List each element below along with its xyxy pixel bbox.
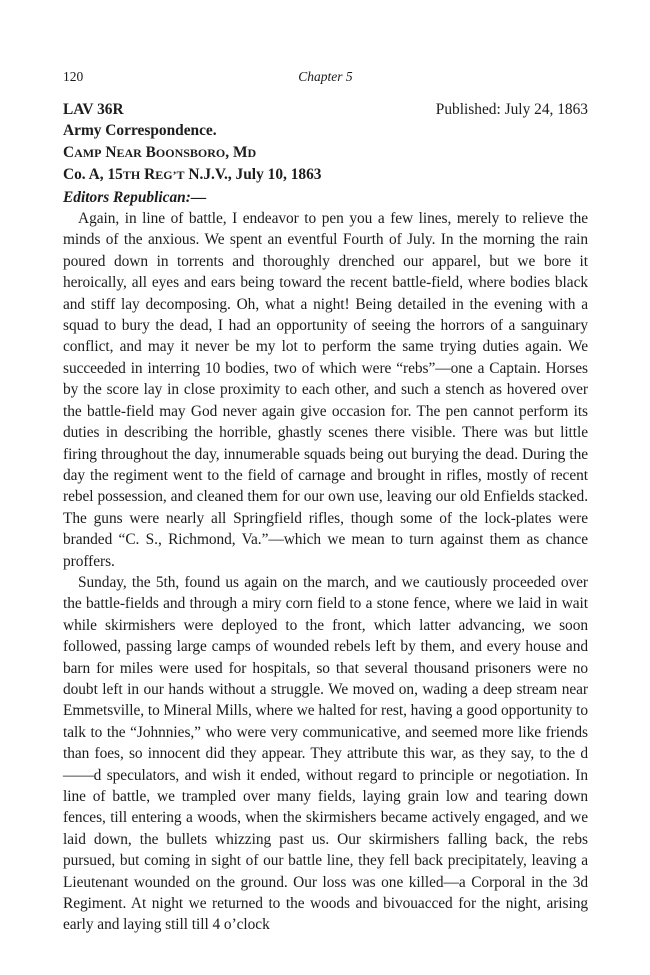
publication-date: Published: July 24, 1863: [435, 101, 588, 118]
chapter-title: Chapter 5: [298, 69, 353, 84]
body-paragraph-2: Sunday, the 5th, found us again on the march, and we cautiously proceeded over the battle-fields and through a miry corn field to a stone fence, where we laid in wait while skirmishers were deployed to the front, which latter advancing, we soon followed, passing large camps of wounded rebels left by them, and every house and barn for miles were used for hospitals, so that several thousand prisoners were no doubt left in our hands without a struggle. We moved on, wading a deep stream near Emmetsville, to Mineral Mills, where we halted for rest, having a good opportunity to talk to the “Johnnies,” who were very communicative, and seemed more like friends than foes, so innocent did they appear. They attribute this war, as they say, to the d——d speculators, and wish it ended, without regard to principle or negotiation. In line of battle, we trampled over many fields, laying grain low and tearing down fences, till entering a woods, when the skirmishers became actively engaged, and we laid down, the bullets whizzing past us. Our skirmishers falling back, the rebs pursued, but coming in sight of our battle line, they fell back precipitately, leaving a Lieutenant wounded on the ground. Our loss was one killed—a Corporal in the 3d Regiment. At night we returned to the woods and bivouacced for the night, arising early and laying still till 4 o’clock: [63, 573, 588, 934]
unit-suffix: N.J.V., July 10, 1863: [184, 166, 322, 184]
page-number: 120: [63, 69, 84, 84]
location-near-initial: N: [105, 143, 117, 161]
unit-reg-rest: EG’T: [155, 168, 185, 183]
location-near-rest: EAR: [116, 145, 142, 160]
location-place-initial: B: [145, 143, 156, 161]
letter-header-line: [63, 99, 588, 120]
unit-prefix: Co. A, 15: [63, 166, 123, 184]
unit-ordinal: TH: [122, 168, 141, 183]
salutation: Editors Republican:—: [63, 188, 207, 206]
body-paragraph-1: Again, in line of battle, I endeavor to pen you a few lines, merely to relieve the minds of the anxious. We spent an eventful Fourth of July. In the morning the rain poured down in torrents and thoroughly drenched our apparel, but we bore it heroically, all eyes and ears being toward the recent battle-field, where bodies black and stiff lay decomposing. Oh, what a night! Being detailed in the evening with a squad to bury the dead, I had an opportunity of seeing the horrors of a sanguinary conflict, and may it never be my lot to perform the same trying duties again. We succeeded in interring 10 bodies, two of which were “rebs”—one a Captain. Horses by the score lay in close proximity to each other, and such a stench as hovered over the battle-field may God never again give occasion for. The pen cannot perform its duties in describing the horrible, ghastly scenes there visible. There was but little firing throughout the day, innumerable squads being out burying the dead. During the day the regiment went to the field of carnage and brought in rifles, mostly of recent rebel possession, and cleaned them for our own use, leaving our old Enfields stacked. The guns were nearly all Springfield rifles, though some of the lock-plates were branded “C. S., Richmond, Va.”—which we mean to turn against them as chance proffers.: [63, 210, 588, 570]
location-camp-initial: C: [63, 143, 75, 161]
letter-title: Army Correspondence.: [63, 122, 217, 140]
location-state-initial: , M: [225, 143, 248, 161]
letter-unit-date: [63, 164, 588, 186]
location-camp-rest: AMP: [74, 145, 102, 160]
unit-reg-initial: R: [144, 166, 156, 184]
running-head: [63, 69, 588, 89]
letter-id: LAV 36R: [63, 101, 124, 118]
location-state-rest: D: [247, 145, 257, 160]
location-place-rest: OONSBORO: [155, 145, 226, 160]
letter-location: [63, 142, 588, 164]
letter-body: [63, 99, 588, 936]
